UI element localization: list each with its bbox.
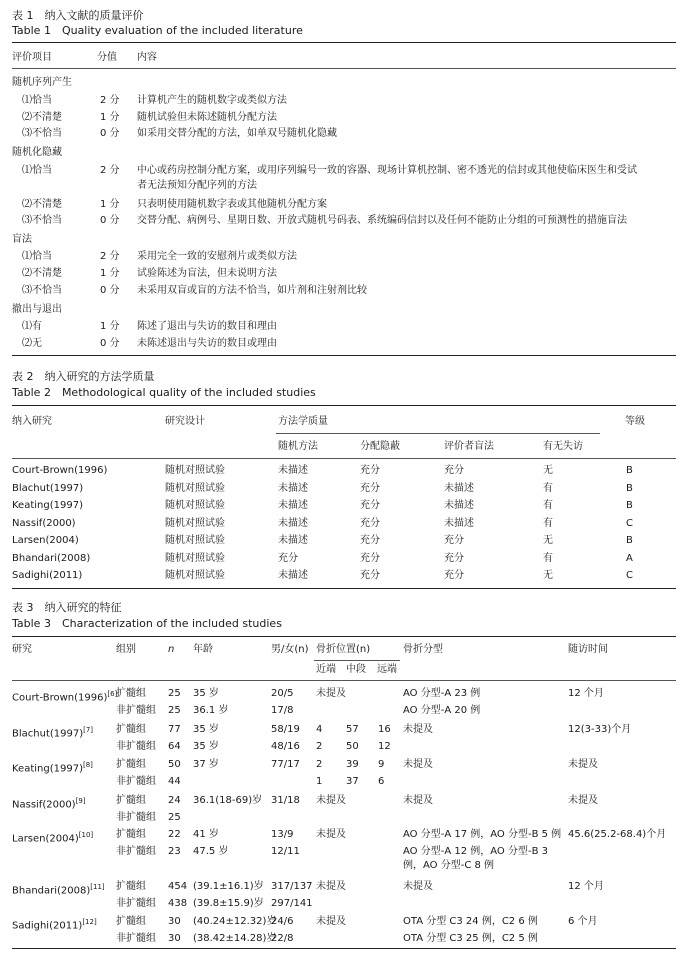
table1-item-score: 1 分 [100,321,120,332]
table3-header-study: 研究 [12,644,32,655]
table2-cell-design: 随机对照试验 [165,552,225,564]
table2-cell-blind: 充分 [444,552,464,564]
table2-subheader-blind: 评价者盲法 [444,441,494,452]
table3-cell-group: 扩髓组 [116,795,146,806]
table3-cell-site: 37 [346,776,359,787]
table1-item-score: 0 分 [100,338,120,349]
table3-cell-site: 未提及 [316,829,346,840]
table1-item-score: 1 分 [100,112,120,123]
table3-cell-type: OTA 分型 C3 25 例，C2 5 例 [403,933,538,944]
table3-cell-site: 4 [316,724,323,735]
table3-cell-n: 25 [168,812,181,823]
table3-caption-en: Table 3 Characterization of the included studies [12,617,282,630]
table2-cell-design: 随机对照试验 [165,535,225,546]
table3-cell-age: 36.1 岁 [193,705,229,716]
reference-superscript: [12] [82,918,97,926]
table1-item-label: ⑴恰当 [22,165,52,176]
table3-cell-n: 30 [168,916,181,927]
reference-superscript: [9] [75,797,86,805]
table1-header-item: 评价项目 [12,52,52,63]
table3-header-rule [12,680,676,681]
table3-cell-site: 16 [378,724,391,735]
table1-item-label: ⑴有 [22,321,42,332]
table3-cell-n: 24 [168,795,181,806]
table1-item-score: 2 分 [100,165,120,176]
table1-item-score: 0 分 [100,285,120,296]
table3-caption-cn: 表 3 纳入研究的特征 [12,601,122,614]
table2-cell-conceal: 充分 [360,465,380,476]
table1-header-content: 内容 [137,52,157,63]
table2-subheader-loss: 有无失访 [543,441,583,452]
table1-item-content: 如采用交替分配的方法，如单双号随机化隐藏 [137,128,337,139]
table3-cell-type: AO 分型-A 12 例，AO 分型-B 3 [403,846,548,857]
table3-cell-type: OTA 分型 C3 24 例，C2 6 例 [403,916,538,927]
table2-cell-loss: 无 [543,570,553,581]
table1-item-content: 随机试验但未陈述随机分配方法 [137,112,277,123]
table3-cell-n: 438 [168,898,188,909]
table3-cell-follow: 未提及 [568,795,598,806]
table2-cell-grade: B [626,482,633,494]
table1-item-content: 中心或药房控制分配方案，或用序列编号一致的容器、现场计算机控制、密不透光的信封或其他使临床医生和受试 [137,165,637,176]
table3-cell-site: 未提及 [316,688,346,699]
table3-cell-age: 47.5 岁 [193,846,229,857]
table2-cell-random: 未描述 [278,482,308,494]
table3-cell-sex: 24/6 [271,916,294,927]
table3-cell-type: 例，AO 分型-C 8 例 [403,860,495,871]
table3-cell-n: 22 [168,829,181,840]
table3-top-rule [12,636,676,637]
table1-item-content: 陈述了退出与失访的数目和理由 [137,321,277,332]
study-name-text: Bhandari(2008) [12,885,91,897]
table3-header-site: 骨折位置(n) [316,644,371,655]
table3-cell-site: 未提及 [316,916,346,927]
table2-bottom-rule [12,588,676,589]
reference-superscript: [8] [82,761,93,769]
table2-caption-en: Table 2 Methodological quality of the included studies [12,386,316,399]
table3-cell-site: 2 [316,759,323,770]
table2-top-rule [12,405,676,406]
table2-cell-study: Larsen(2004) [12,535,79,546]
table2-header-study: 纳入研究 [12,416,52,427]
table2-cell-grade: A [626,552,633,564]
table2-cell-conceal: 充分 [360,482,380,494]
study-name-text: Keating(1997) [12,763,83,775]
table2-cell-conceal: 充分 [360,517,380,529]
table3-subheader-middle: 中段 [346,664,366,675]
table3-cell-type: 未提及 [403,724,433,735]
table2-cell-design: 随机对照试验 [165,465,225,476]
table2-cell-random: 未描述 [278,570,308,581]
table1-header-rule [12,68,676,69]
table3-cell-sex: 58/19 [271,724,300,735]
table1-caption-en: Table 1 Quality evaluation of the included literature [12,24,303,37]
table2-cell-loss: 无 [543,535,553,546]
table2-header-quality: 方法学质量 [278,416,328,427]
table2-cell-blind: 未描述 [444,517,474,529]
table3-cell-group: 扩髓组 [116,916,146,927]
table2-cell-blind: 未描述 [444,482,474,494]
table3-cell-group: 非扩髓组 [116,846,156,857]
table1-item-content-cont: 者无法预知分配序列的方法 [137,180,257,191]
table1-item-label: ⑵不清楚 [22,199,62,210]
table3-cell-group: 非扩髓组 [116,705,156,716]
table1-item-content: 试验陈述为盲法，但未说明方法 [137,268,277,279]
table3-cell-group: 扩髓组 [116,724,146,735]
table3-cell-follow: 12(3-33)个月 [568,724,632,735]
table2-cell-design: 随机对照试验 [165,500,225,511]
table3-cell-site: 未提及 [316,795,346,806]
table3-cell-age: 36.1(18-69)岁 [193,795,263,806]
table2-cell-grade: B [626,535,633,546]
study-name-text: Sadighi(2011) [12,920,83,932]
table3-cell-type: AO 分型-A 23 例 [403,688,481,699]
table2-cell-design: 随机对照试验 [165,570,225,581]
table1-top-rule [12,42,676,43]
table2-cell-study: Court-Brown(1996) [12,465,108,476]
table2-header-design: 研究设计 [165,416,205,427]
study-name-text: Nassif(2000) [12,799,76,811]
table3-study-name [12,723,93,741]
table3-cell-group: 扩髓组 [116,881,146,892]
table2-cell-study: Sadighi(2011) [12,570,83,581]
table2-cell-random: 充分 [278,552,298,564]
table3-cell-type: 未提及 [403,881,433,892]
table3-cell-sex: 13/9 [271,829,294,840]
table2-subheader-conceal: 分配隐蔽 [360,441,400,452]
table3-cell-age: (39.1±16.1)岁 [193,881,264,892]
table1-item-label: ⑶不恰当 [22,215,62,226]
table2-cell-conceal: 充分 [360,570,380,581]
table1-item-label: ⑶不恰当 [22,285,62,296]
table3-header-type: 骨折分型 [403,644,443,655]
table3-header-age: 年龄 [193,644,213,655]
table3-cell-follow: 6 个月 [568,916,598,927]
table3-cell-type: 未提及 [403,795,433,806]
table1-item-content: 未采用双盲或盲的方法不恰当，如片剂和注射剂比较 [137,285,367,296]
table3-cell-age: 37 岁 [193,759,219,770]
table2-cell-study: Bhandari(2008) [12,552,91,564]
table3-cell-group: 非扩髓组 [116,741,156,752]
table2-cell-blind: 充分 [444,535,464,546]
table2-cell-study: Nassif(2000) [12,517,76,529]
table3-cell-type: AO 分型-A 17 例，AO 分型-B 5 例 [403,829,562,840]
table3-cell-n: 25 [168,688,181,699]
table2-header-grade: 等级 [625,416,645,427]
table1-item-label: ⑵无 [22,338,42,349]
table3-header-sex: 男/女(n) [271,644,309,655]
table3-cell-group: 非扩髓组 [116,898,156,909]
table3-cell-follow: 12 个月 [568,688,604,699]
table3-cell-sex: 12/11 [271,846,300,857]
table2-cell-loss: 有 [543,500,553,511]
table3-cell-sex: 20/5 [271,688,294,699]
table3-cell-follow: 未提及 [568,759,598,770]
table3-cell-age: (39.8±15.9)岁 [193,898,264,909]
reference-superscript: [7] [83,726,94,734]
study-name-text: Blachut(1997) [12,728,84,740]
table3-cell-group: 非扩髓组 [116,933,156,944]
table3-cell-group: 扩髓组 [116,688,146,699]
table3-cell-site: 未提及 [316,881,346,892]
table1-item-score: 0 分 [100,128,120,139]
table3-cell-n: 77 [168,724,181,735]
table3-cell-sex: 297/141 [271,898,313,909]
table1-item-label: ⑶不恰当 [22,128,62,139]
table1-item-score: 2 分 [100,95,120,106]
table1-bottom-rule [12,355,676,356]
table3-study-name [12,880,105,898]
table3-cell-n: 25 [168,705,181,716]
table2-cell-conceal: 充分 [360,535,380,546]
table2-header-rule [12,458,676,459]
table1-item-content: 只表明使用随机数字表或其他随机分配方案 [137,199,327,210]
table1-group-name: 撤出与退出 [12,304,62,315]
table3-cell-site: 6 [378,776,385,787]
table1-item-label: ⑵不清楚 [22,112,62,123]
table3-cell-group: 扩髓组 [116,829,146,840]
table3-header-follow: 随访时间 [568,644,608,655]
table1-item-score: 0 分 [100,215,120,226]
table3-cell-age: 35 岁 [193,724,219,735]
study-name-text: Court-Brown(1996) [12,692,108,704]
table3-cell-site: 9 [378,759,385,770]
table1-item-score: 1 分 [100,268,120,279]
table2-caption-cn: 表 2 纳入研究的方法学质量 [12,370,155,383]
table1-item-score: 1 分 [100,199,120,210]
study-name-text: Larsen(2004) [12,833,79,845]
table3-cell-site: 2 [316,741,323,752]
table1-item-label: ⑵不清楚 [22,268,62,279]
table3-cell-follow: 45.6(25.2-68.4)个月 [568,829,667,840]
table2-cell-random: 未描述 [278,465,308,476]
table3-cell-type: AO 分型-A 20 例 [403,705,481,716]
table3-cell-n: 23 [168,846,181,857]
table3-cell-age: (40.24±12.32)岁 [193,916,277,927]
table3-cell-type: 未提及 [403,759,433,770]
table2-spanner-rule [276,433,600,434]
table2-cell-study: Blachut(1997) [12,482,84,494]
table2-cell-conceal: 充分 [360,500,380,511]
table3-cell-group: 扩髓组 [116,759,146,770]
table2-cell-random: 未描述 [278,500,308,511]
table1-item-score: 2 分 [100,251,120,262]
table3-cell-sex: 17/8 [271,705,294,716]
table3-header-group: 组别 [116,644,136,655]
table3-cell-site: 57 [346,724,359,735]
table1-header-score: 分值 [97,52,117,63]
table3-study-name [12,687,117,705]
table3-cell-n: 50 [168,759,181,770]
table2-cell-study: Keating(1997) [12,500,83,511]
table2-cell-loss: 无 [543,465,553,476]
table3-spanner-rule [314,660,400,661]
table1-group-name: 随机化隐藏 [12,147,62,158]
table3-cell-group: 非扩髓组 [116,776,156,787]
table2-cell-blind: 充分 [444,465,464,476]
table3-study-name [12,828,93,846]
table2-cell-random: 未描述 [278,535,308,546]
table1-item-label: ⑴恰当 [22,95,52,106]
table2-cell-loss: 有 [543,517,553,529]
reference-superscript: [11] [90,883,105,891]
table3-cell-sex: 317/137 [271,881,313,892]
table3-header-n: n [168,644,175,655]
table2-cell-blind: 充分 [444,570,464,581]
table3-cell-sex: 48/16 [271,741,300,752]
table1-item-content: 交替分配、病例号、星期日数、开放式随机号码表、系统编码信封以及任何不能防止分组的可预测性的措施盲法 [137,215,627,226]
table1-group-name: 盲法 [12,234,32,245]
table1-item-label: ⑴恰当 [22,251,52,262]
table3-cell-group: 非扩髓组 [116,812,156,823]
table2-cell-blind: 未描述 [444,500,474,511]
reference-superscript: [6] [107,690,118,698]
table3-bottom-rule [12,948,676,949]
table3-cell-age: 41 岁 [193,829,219,840]
table3-subheader-proximal: 近端 [316,664,336,675]
table2-cell-grade: B [626,465,633,476]
table3-cell-age: (38.42±14.28)岁 [193,933,277,944]
table3-cell-age: 35 岁 [193,741,219,752]
table3-cell-site: 1 [316,776,323,787]
table3-cell-n: 64 [168,741,181,752]
table2-cell-design: 随机对照试验 [165,482,225,494]
table2-cell-grade: C [626,517,633,529]
table2-cell-grade: B [626,500,633,511]
table2-subheader-random: 随机方法 [278,441,318,452]
table3-cell-follow: 12 个月 [568,881,604,892]
table3-cell-sex: 22/8 [271,933,294,944]
table2-cell-grade: C [626,570,633,581]
reference-superscript: [10] [78,831,94,839]
table3-cell-n: 44 [168,776,181,787]
table1-item-content: 未陈述退出与失访的数目或理由 [137,338,277,349]
table1-item-content: 计算机产生的随机数字或类似方法 [137,95,287,106]
table2-cell-loss: 有 [543,482,553,494]
table2-cell-conceal: 充分 [360,552,380,564]
table3-cell-sex: 77/17 [271,759,300,770]
table3-cell-age: 35 岁 [193,688,219,699]
table2-cell-design: 随机对照试验 [165,517,225,529]
table1-group-name: 随机序列产生 [12,77,72,88]
table1-item-content: 采用完全一致的安慰剂片或类似方法 [137,251,297,262]
table3-study-name [12,915,97,933]
table3-cell-sex: 31/18 [271,795,300,806]
table3-subheader-distal: 远端 [377,664,397,675]
table2-cell-loss: 有 [543,552,553,564]
table1-caption-cn: 表 1 纳入文献的质量评价 [12,9,144,22]
table3-study-name [12,758,93,776]
table3-cell-site: 50 [346,741,359,752]
table3-cell-site: 12 [378,741,391,752]
table3-cell-n: 30 [168,933,181,944]
table2-cell-random: 未描述 [278,517,308,529]
table3-study-name [12,794,86,812]
table3-cell-n: 454 [168,881,188,892]
table3-cell-site: 39 [346,759,359,770]
